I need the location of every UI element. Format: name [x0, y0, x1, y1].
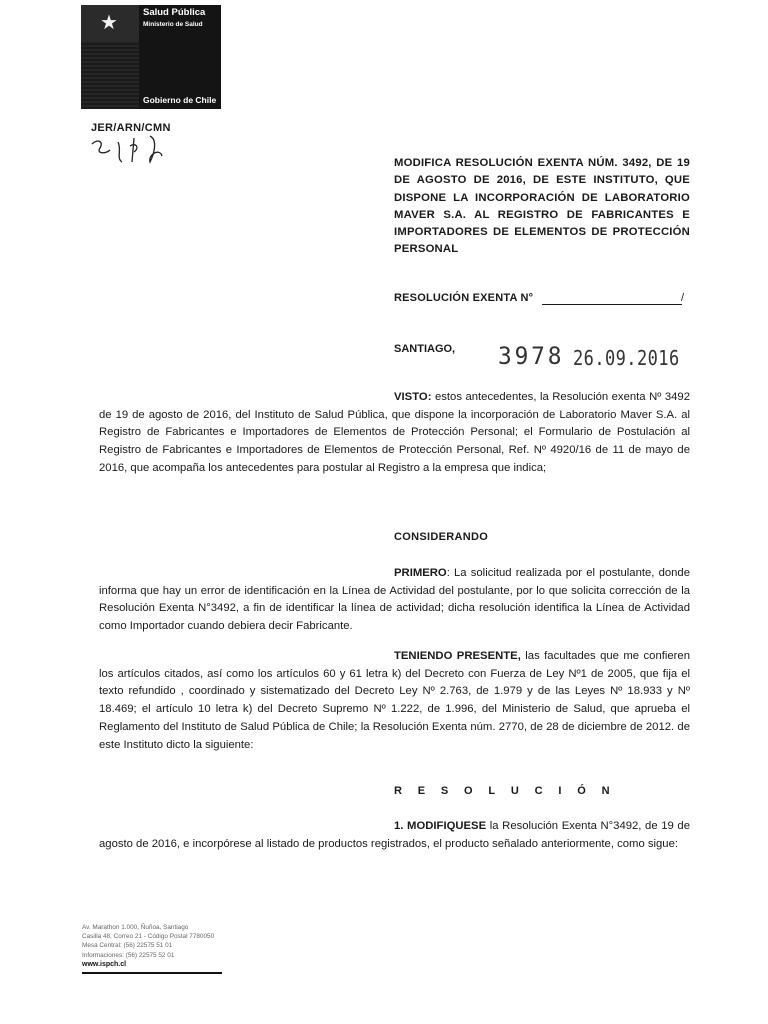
footer-website: www.ispch.cl: [82, 960, 127, 968]
teniendo-lead: TENIENDO PRESENTE,: [394, 650, 521, 662]
footer-line: Informaciones: (56) 22575 52 01: [82, 951, 175, 959]
item1-lead: 1. MODIFIQUESE: [394, 820, 487, 832]
footer-line: Casilla 48, Correo 21 - Código Postal 7780050: [82, 933, 215, 941]
resolucion-heading: RESOLUCIÓN: [394, 785, 626, 797]
visto-lead: VISTO:: [394, 391, 432, 403]
resolution-number-line: [542, 304, 682, 305]
logo-government: Gobierno de Chile: [143, 95, 217, 105]
considerando-heading: CONSIDERANDO: [394, 531, 489, 543]
resolution-slash: /: [681, 292, 685, 304]
footer-address: [82, 923, 214, 969]
resolution-label: RESOLUCIÓN EXENTA N°: [394, 292, 534, 304]
visto-text: estos antecedentes, la Resolución exenta Nº 3492 de 19 de agosto de 2016, del Instituto de Salud Pública, que dispone la incorporación de Laboratorio Maver S.A. al Registro de Fabricantes e Importadores de Elementos de Protección Personal; el Formulario de Postulación al Registro de Fabricantes e Importadores de Elementos de Protección Personal, Ref. Nº 4920/16 de 11 de mayo de 2016, que acompaña los antecedentes para postular al Registro a la empresa que indica;: [99, 391, 690, 474]
government-logo: [81, 5, 221, 109]
logo-ministry: Ministerio de Salud: [143, 21, 203, 28]
primero-text: : La solicitud realizada por el postulante, donde informa que hay un error de identificación en la Línea de Actividad del postulante, por lo que solicita corrección de la Resolución Exenta N°3492, a fin de identificar la línea de actividad; dicha resolución identifica la Línea de Actividad como Importador cuando debiera decir Fabricante.: [99, 567, 690, 633]
item1-text: la Resolución Exenta N°3492, de 19 de agosto de 2016, e incorpórese al listado de productos registrados, el producto señalado anteriormente, como sigue:: [99, 820, 690, 850]
visto-paragraph: [99, 389, 690, 478]
footer-line: Mesa Central: (56) 22575 51 01: [82, 942, 173, 950]
stamped-date: 26.09.2016: [573, 346, 680, 370]
logo-title: Salud Pública: [143, 7, 206, 18]
flag-stripe: [81, 41, 139, 109]
place-label: SANTIAGO,: [394, 343, 456, 355]
resolucion-item-1: [99, 818, 690, 853]
reference-initials: JER/ARN/CMN: [91, 122, 171, 134]
teniendo-paragraph: [99, 648, 690, 754]
teniendo-text: las facultades que me confieren los artículos citados, así como los artículos 60 y 61 letra k) del Decreto con Fuerza de Ley Nº1 de 2005, que fija el texto refundido , coordinado y sistematizado del Decreto Ley Nº 2.763, de 1.979 y de las Leyes Nº 18.933 y Nº 18.469; el artículo 10 letra k) del Decreto Supremo Nº 1.222, de 1.996, del Ministerio de Salud, que aprueba el Reglamento del Instituto de Salud Pública de Chile; la Resolución Exenta núm. 2770, de 28 de diciembre de 2012. de este Instituto dicto la siguiente:: [99, 650, 690, 751]
footer-rule: [82, 972, 222, 974]
primero-paragraph: [99, 565, 690, 636]
footer-line: Av. Marathon 1.000, Ñuñoa, Santiago: [82, 924, 189, 931]
star-icon: ★: [100, 10, 118, 34]
stamped-number: 3978: [498, 342, 565, 370]
handwritten-initials: [88, 132, 178, 168]
document-subject: MODIFICA RESOLUCIÓN EXENTA NÚM. 3492, DE 19 DE AGOSTO DE 2016, DE ESTE INSTITUTO, QUE DISPONE LA INCORPORACIÓN DE LABORATORIO MAVER S.A. AL REGISTRO DE FABRICANTES E IMPORTADORES DE ELEMENTOS DE PROTECCIÓN PERSONAL: [394, 157, 690, 256]
primero-lead: PRIMERO: [394, 567, 447, 579]
